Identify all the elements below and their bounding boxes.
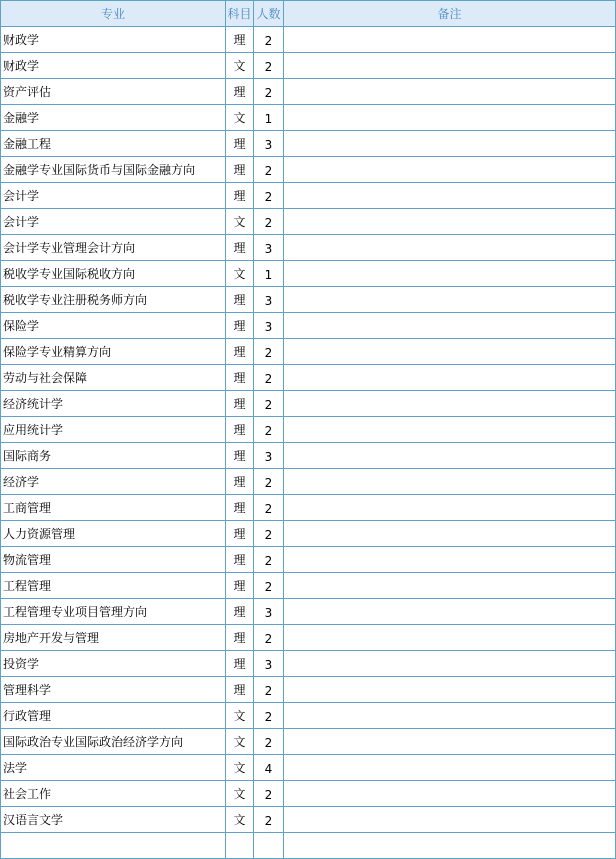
subject-cell: 理: [226, 677, 254, 703]
major-cell: 金融学专业国际货币与国际金融方向: [1, 157, 226, 183]
table-row: [1, 729, 616, 755]
count-cell: 3: [254, 235, 284, 261]
count-cell: 2: [254, 547, 284, 573]
count-cell: 2: [254, 495, 284, 521]
count-cell: 2: [254, 573, 284, 599]
major-cell: 劳动与社会保障: [1, 365, 226, 391]
count-cell: 2: [254, 391, 284, 417]
table-row: [1, 521, 616, 547]
note-cell: [284, 443, 616, 469]
subject-cell: 理: [226, 599, 254, 625]
major-cell: 工程管理专业项目管理方向: [1, 599, 226, 625]
note-cell: [284, 755, 616, 781]
note-cell: [284, 547, 616, 573]
note-cell: [284, 105, 616, 131]
subject-cell: 文: [226, 729, 254, 755]
table-row: [1, 495, 616, 521]
major-cell: 房地产开发与管理: [1, 625, 226, 651]
count-cell: 2: [254, 703, 284, 729]
table-row: [1, 209, 616, 235]
subject-cell: 理: [226, 339, 254, 365]
subject-cell: 理: [226, 365, 254, 391]
note-cell: [284, 625, 616, 651]
major-cell: 金融工程: [1, 131, 226, 157]
subject-cell: 理: [226, 131, 254, 157]
table-row: [1, 261, 616, 287]
subject-cell: 理: [226, 443, 254, 469]
header-note: 备注: [284, 1, 616, 27]
note-cell: [284, 157, 616, 183]
subject-cell: 理: [226, 27, 254, 53]
major-cell: 物流管理: [1, 547, 226, 573]
table-row: [1, 105, 616, 131]
subject-cell: 文: [226, 53, 254, 79]
major-cell: 社会工作: [1, 781, 226, 807]
note-cell: [284, 573, 616, 599]
table-row: [1, 547, 616, 573]
subject-cell: 理: [226, 521, 254, 547]
major-cell: 税收学专业注册税务师方向: [1, 287, 226, 313]
count-cell: 2: [254, 417, 284, 443]
subject-cell: 理: [226, 157, 254, 183]
subject-cell: 理: [226, 651, 254, 677]
note-cell: [284, 391, 616, 417]
note-cell: [284, 27, 616, 53]
note-cell: [284, 287, 616, 313]
subject-cell: 文: [226, 105, 254, 131]
count-cell: 3: [254, 443, 284, 469]
count-cell: 2: [254, 157, 284, 183]
subject-cell: 理: [226, 313, 254, 339]
note-cell: [284, 183, 616, 209]
header-row: [1, 1, 616, 27]
subject-cell: 理: [226, 573, 254, 599]
note-cell: [284, 469, 616, 495]
note-cell: [284, 339, 616, 365]
note-cell: [284, 131, 616, 157]
table-row: [1, 365, 616, 391]
major-cell: 财政学: [1, 53, 226, 79]
count-cell: 2: [254, 677, 284, 703]
count-cell: 2: [254, 729, 284, 755]
subject-cell: 理: [226, 547, 254, 573]
header-major: 专业: [1, 1, 226, 27]
note-cell: [284, 521, 616, 547]
table-row: [1, 443, 616, 469]
major-cell: 汉语言文学: [1, 807, 226, 833]
count-cell: 2: [254, 339, 284, 365]
subject-cell: 理: [226, 495, 254, 521]
table-row: [1, 651, 616, 677]
table-row: [1, 391, 616, 417]
count-cell: 4: [254, 755, 284, 781]
note-cell: [284, 833, 616, 859]
subject-cell: 文: [226, 807, 254, 833]
table-row: [1, 573, 616, 599]
major-cell: 国际政治专业国际政治经济学方向: [1, 729, 226, 755]
table-row: [1, 157, 616, 183]
table-row: [1, 131, 616, 157]
count-cell: 2: [254, 209, 284, 235]
count-cell: 2: [254, 183, 284, 209]
major-cell: 国际商务: [1, 443, 226, 469]
subject-cell: 理: [226, 469, 254, 495]
note-cell: [284, 365, 616, 391]
subject-cell: [226, 833, 254, 859]
count-cell: 2: [254, 27, 284, 53]
note-cell: [284, 781, 616, 807]
major-cell: 资产评估: [1, 79, 226, 105]
table-row: [1, 755, 616, 781]
note-cell: [284, 651, 616, 677]
count-cell: 3: [254, 287, 284, 313]
table-row: [1, 807, 616, 833]
note-cell: [284, 677, 616, 703]
subject-cell: 理: [226, 235, 254, 261]
major-cell: 财政学: [1, 27, 226, 53]
note-cell: [284, 495, 616, 521]
count-cell: 2: [254, 521, 284, 547]
count-cell: 3: [254, 651, 284, 677]
note-cell: [284, 313, 616, 339]
major-cell: 保险学专业精算方向: [1, 339, 226, 365]
count-cell: 2: [254, 781, 284, 807]
major-cell: 会计学专业管理会计方向: [1, 235, 226, 261]
count-cell: 2: [254, 807, 284, 833]
major-cell: 会计学: [1, 209, 226, 235]
table-row: [1, 469, 616, 495]
count-cell: 3: [254, 599, 284, 625]
count-cell: 2: [254, 365, 284, 391]
table-row: [1, 781, 616, 807]
subject-cell: 文: [226, 703, 254, 729]
table-row: [1, 27, 616, 53]
subject-cell: 理: [226, 79, 254, 105]
major-cell: 管理科学: [1, 677, 226, 703]
note-cell: [284, 53, 616, 79]
subject-cell: 文: [226, 755, 254, 781]
major-cell: 投资学: [1, 651, 226, 677]
count-cell: 2: [254, 625, 284, 651]
table-row: [1, 79, 616, 105]
note-cell: [284, 235, 616, 261]
note-cell: [284, 599, 616, 625]
major-cell: 经济统计学: [1, 391, 226, 417]
table-row: [1, 287, 616, 313]
subject-cell: 文: [226, 781, 254, 807]
subject-cell: 文: [226, 209, 254, 235]
header-count: 人数: [254, 1, 284, 27]
major-cell: 法学: [1, 755, 226, 781]
note-cell: [284, 79, 616, 105]
major-cell: 税收学专业国际税收方向: [1, 261, 226, 287]
note-cell: [284, 807, 616, 833]
table-row: [1, 53, 616, 79]
note-cell: [284, 261, 616, 287]
note-cell: [284, 703, 616, 729]
table-row: [1, 599, 616, 625]
subject-cell: 理: [226, 417, 254, 443]
note-cell: [284, 417, 616, 443]
count-cell: 2: [254, 469, 284, 495]
subject-cell: 理: [226, 287, 254, 313]
count-cell: 2: [254, 79, 284, 105]
major-cell: 会计学: [1, 183, 226, 209]
header-subject: 科目: [226, 1, 254, 27]
note-cell: [284, 209, 616, 235]
major-cell: 行政管理: [1, 703, 226, 729]
major-cell: 金融学: [1, 105, 226, 131]
table-row: [1, 235, 616, 261]
count-cell: 3: [254, 131, 284, 157]
table-row: [1, 313, 616, 339]
major-cell: 经济学: [1, 469, 226, 495]
major-cell: 保险学: [1, 313, 226, 339]
subject-cell: 理: [226, 183, 254, 209]
subject-cell: 理: [226, 391, 254, 417]
table-row: [1, 833, 616, 859]
count-cell: 3: [254, 313, 284, 339]
table-row: [1, 703, 616, 729]
major-cell: [1, 833, 226, 859]
count-cell: [254, 833, 284, 859]
table-row: [1, 625, 616, 651]
note-cell: [284, 729, 616, 755]
major-cell: 工程管理: [1, 573, 226, 599]
table-row: [1, 183, 616, 209]
table-row: [1, 677, 616, 703]
major-cell: 工商管理: [1, 495, 226, 521]
subject-cell: 文: [226, 261, 254, 287]
count-cell: 1: [254, 105, 284, 131]
major-cell: 人力资源管理: [1, 521, 226, 547]
count-cell: 1: [254, 261, 284, 287]
subject-cell: 理: [226, 625, 254, 651]
table-row: [1, 339, 616, 365]
major-cell: 应用统计学: [1, 417, 226, 443]
table-row: [1, 417, 616, 443]
count-cell: 2: [254, 53, 284, 79]
